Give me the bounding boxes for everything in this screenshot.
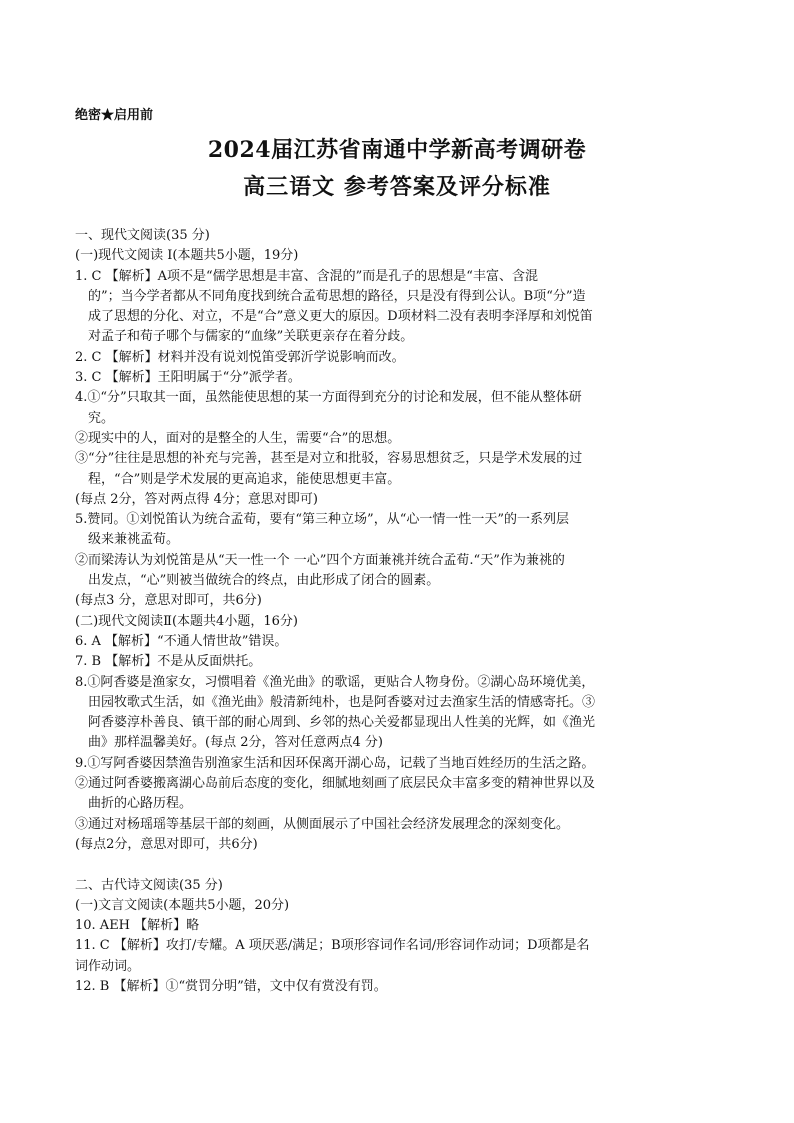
- subsection-heading: (一)文言文阅读(本题共5小题，20分): [75, 897, 290, 913]
- answer-line: ②通过阿香婆搬离湖心岛前后态度的变化，细腻地刻画了底层民众丰富多变的精神世界以及: [75, 776, 596, 792]
- answer-line: 曲折的心路历程。: [88, 796, 193, 812]
- section-heading: 二、古代诗文阅读(35 分): [75, 877, 223, 893]
- answer-line: 曲》那样温馨美好。(每点 2分，答对任意两点4 分): [88, 735, 383, 751]
- section-heading: 一、现代文阅读(35 分): [75, 228, 210, 243]
- answer-line: 出发点，“心”则被当做统合的终点，由此形成了闭合的圆素。: [88, 573, 440, 589]
- answer-line: 田园牧歌式生活，如《渔光曲》般清新纯朴，也是阿香婆对过去渔家生活的情感寄托。③: [88, 694, 596, 710]
- answer-line: 对孟子和荀子哪个与儒家的“血缘”关联更亲存在着分歧。: [88, 329, 414, 345]
- subsection-heading: (一)现代文阅读 Ⅰ(本题共5小题，19分): [75, 248, 299, 264]
- answer-line: 1. C 【解析】A项不是“儒学思想是丰富、含混的”而是孔子的思想是“丰富、含混: [75, 268, 538, 284]
- answer-line: ③“分”往往是思想的补充与完善，甚至是对立和批驳，容易思想贫乏，只是学术发展的过: [75, 451, 583, 467]
- answer-line: 8.①阿香婆是渔家女，习惯唱着《渔光曲》的歌谣，更贴合人物身份。②湖心岛环境优美，: [75, 674, 595, 690]
- answer-line: 4.①“分”只取其一面，虽然能使思想的某一方面得到充分的讨论和发展，但不能从整体研: [75, 390, 582, 406]
- answer-line: 3. C 【解析】王阳明属于“分”派学者。: [75, 370, 301, 386]
- answer-line: 阿香婆淳朴善良、镇干部的耐心周到、乡邻的热心关爱都显现出人性美的光辉，如《渔光: [88, 715, 596, 731]
- scoring-note: (每点 2分，答对两点得 4分；意思对即可): [75, 491, 318, 507]
- answer-line: 10. AEH 【解析】略: [75, 918, 200, 934]
- answer-line: ②而梁涛认为刘悦笛是从“天一性一个 一心”四个方面兼祧并统合孟荀.“天”作为兼祧的: [75, 552, 565, 568]
- answer-line: 6. A 【解析】“不通人情世故”错误。: [75, 633, 288, 649]
- answer-line: 7. B 【解析】不是从反面烘托。: [75, 654, 262, 670]
- answer-line: 11. C 【解析】攻打/专耀。A 项厌恶/满足；B项形容词作名词/形容词作动词；D项都是名: [75, 938, 590, 954]
- answer-line: 的”；当今学者都从不同角度找到统合孟荀思想的路径，只是没有得到公认。B项“分”造: [88, 288, 586, 304]
- answer-line: 9.①写阿香婆因禁渔告别渔家生活和因环保离开湖心岛，记载了当地百姓经历的生活之路。: [75, 755, 595, 771]
- answer-line: 级来兼祧孟荀。: [88, 532, 180, 548]
- answer-line: 程，“合”则是学术发展的更高追求，能使思想更丰富。: [88, 471, 401, 487]
- answer-line: 究。: [88, 410, 115, 426]
- answer-line: 5.赞同。①刘悦笛认为统合孟荀，要有“第三种立场”，从“心一情一性一天”的一系列层: [75, 512, 569, 528]
- document-title: 2024届江苏省南通中学新高考调研卷: [207, 137, 587, 163]
- answer-body: [75, 226, 725, 997]
- answer-line: 12. B 【解析】①“赏罚分明”错，文中仅有赏没有罚。: [75, 978, 387, 994]
- document-subtitle: 高三语文 参考答案及评分标准: [243, 174, 551, 200]
- answer-line: 2. C 【解析】材料并没有说刘悦笛受郭沂学说影响而改。: [75, 349, 405, 365]
- answer-line: ②现实中的人，面对的是整全的人生，需要“合”的思想。: [75, 430, 401, 446]
- answer-line: 成了思想的分化、对立，不是“合”意义更大的原因。D项材料二没有表明李泽厚和刘悦笛: [88, 309, 593, 325]
- scoring-note: (每点2分，意思对即可，共6分): [75, 836, 258, 852]
- answer-line: ③通过对杨瑶瑶等基层干部的刻画，从侧面展示了中国社会经济发展理念的深刻变化。: [75, 816, 570, 832]
- scoring-note: (每点3 分，意思对即可，共6分): [75, 593, 262, 609]
- subsection-heading: (二)现代文阅读Ⅱ(本题共4小题，16分): [75, 613, 298, 629]
- blank-line: [75, 855, 725, 875]
- confidential-label: 绝密★启用前: [75, 108, 154, 123]
- answer-line: 词作动词。: [75, 958, 141, 974]
